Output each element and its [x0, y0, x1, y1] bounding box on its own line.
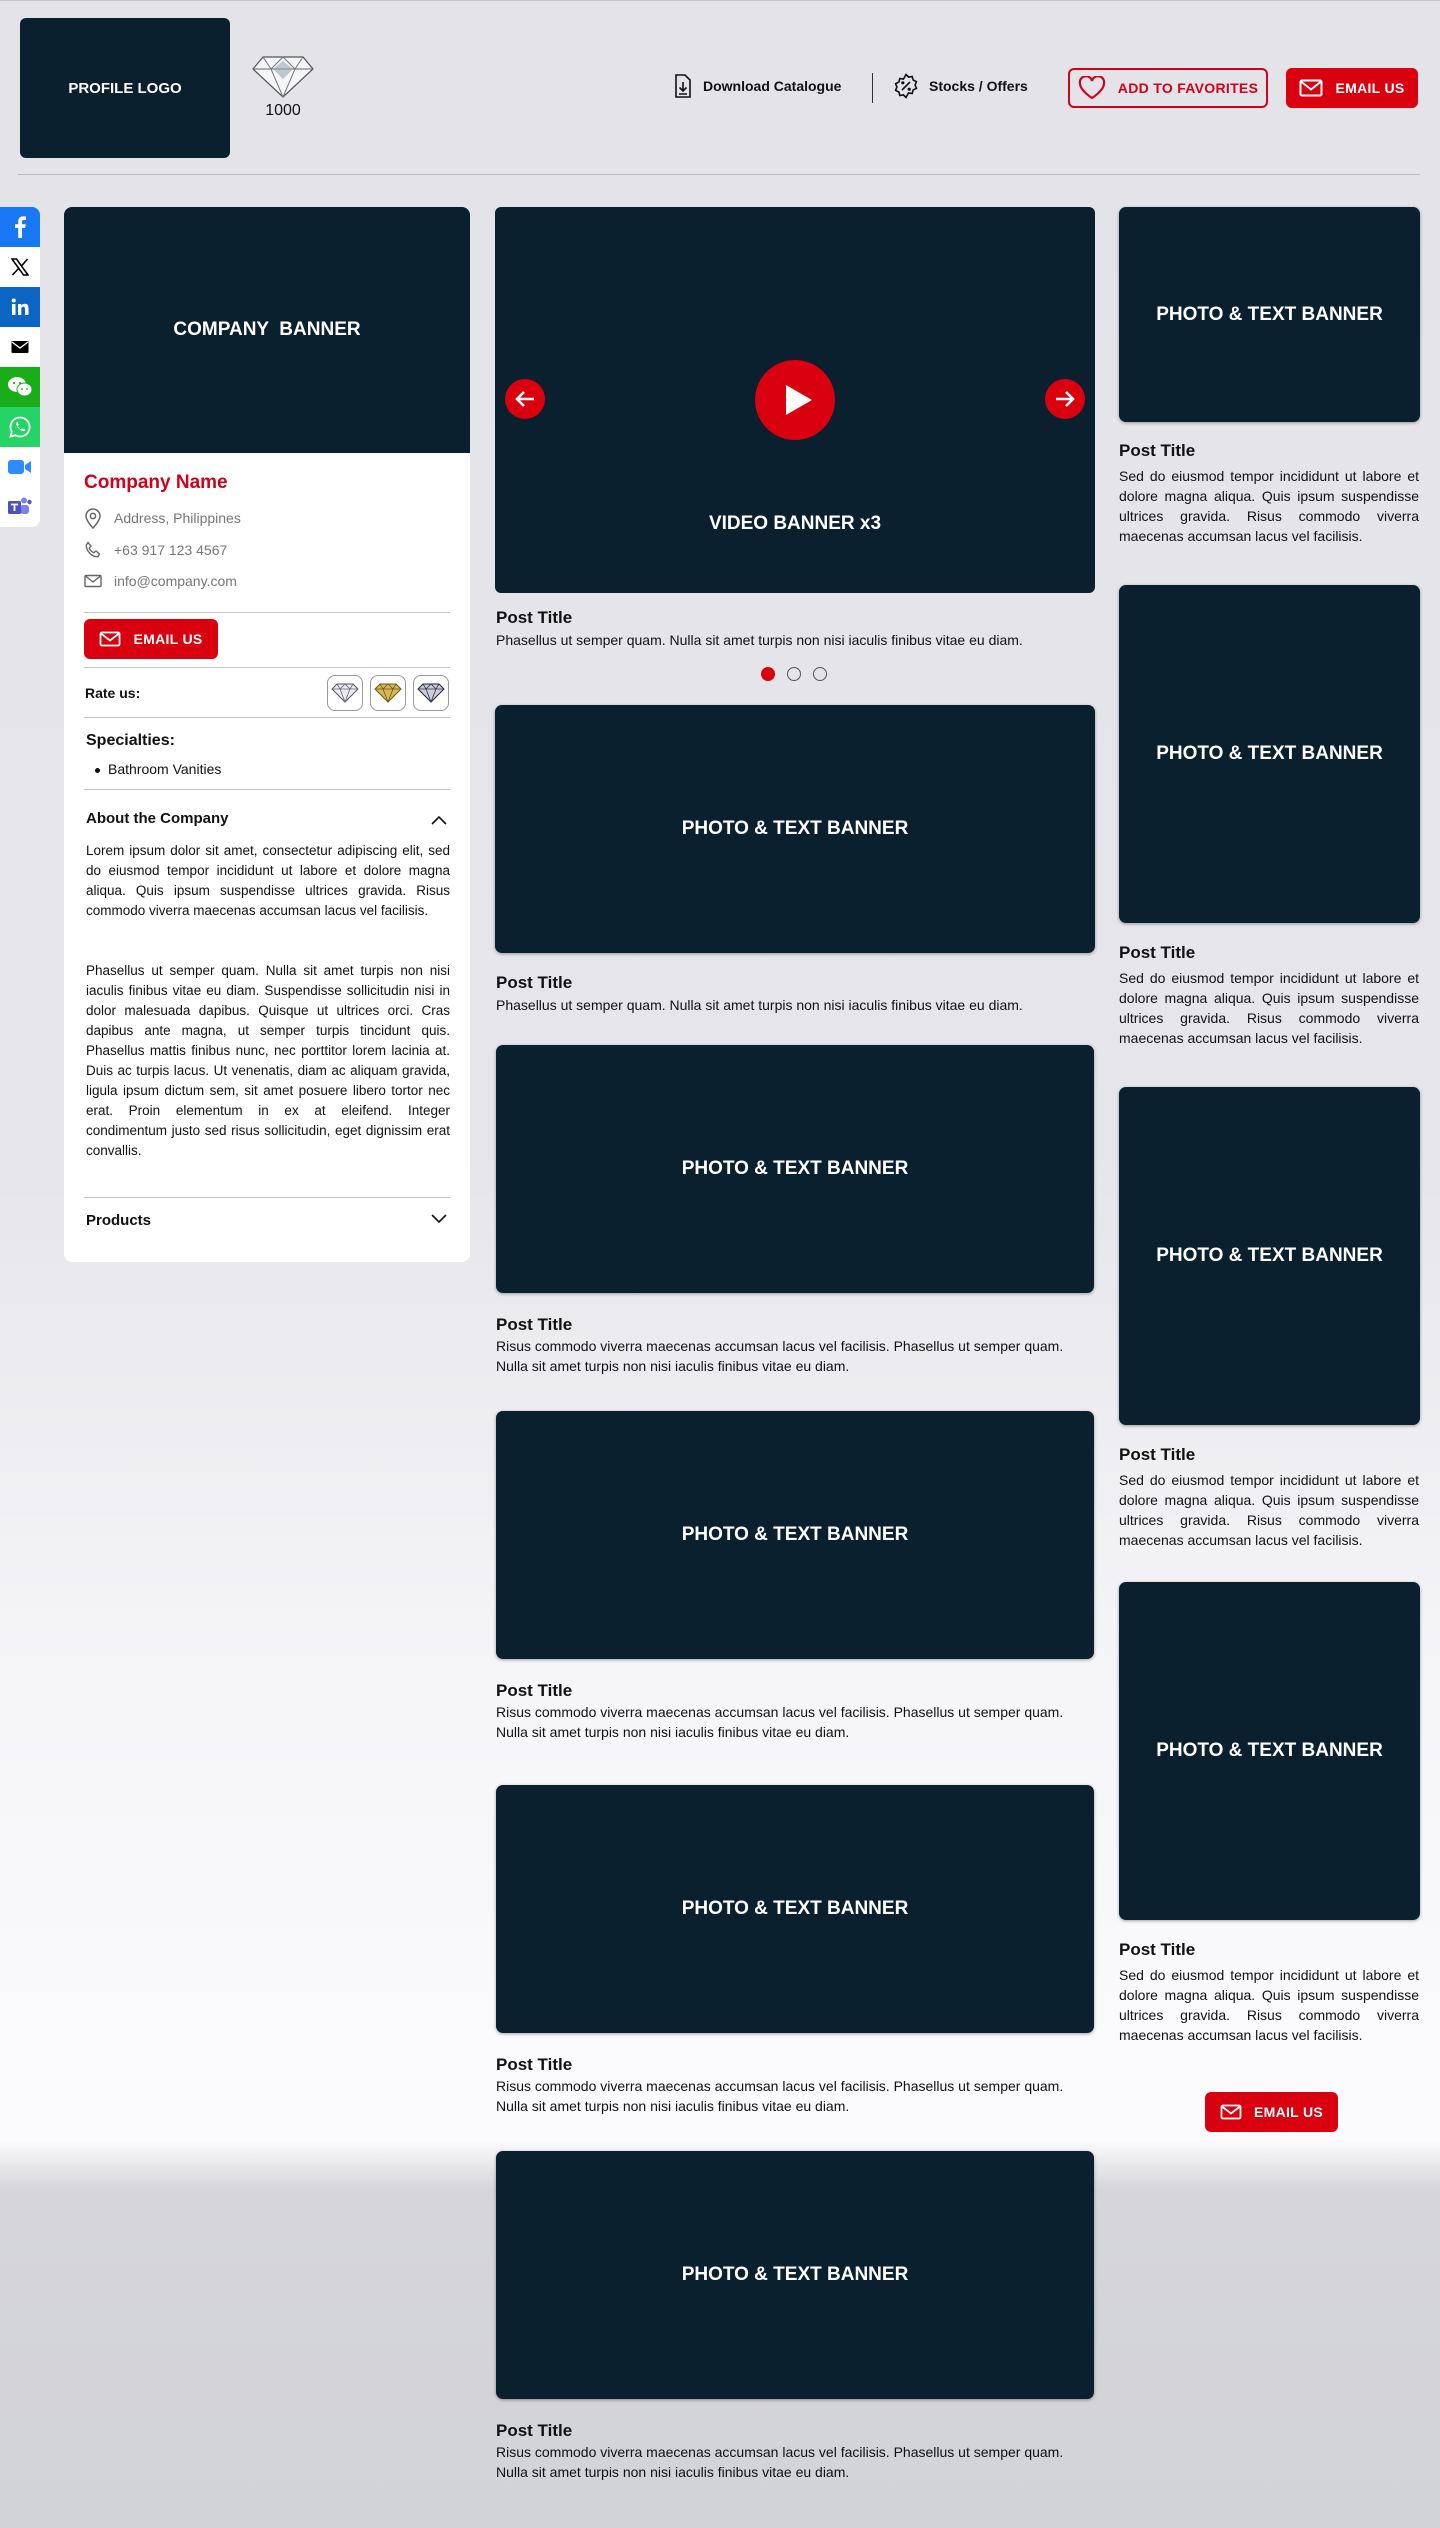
linkedin-share-button[interactable] — [0, 287, 40, 327]
address-text: Address, Philippines — [114, 510, 241, 526]
video-post-text: Phasellus ut semper quam. Nulla sit amet turpis non nisi iaculis finibus vitae eu diam. — [496, 632, 1023, 648]
email-button-label: EMAIL US — [1253, 2104, 1324, 2120]
envelope-outline-icon — [84, 574, 102, 588]
post-title: Post Title — [496, 973, 573, 992]
post-text: Sed do eiusmod tempor incididunt ut labore et dolore magna aliqua. Quis ipsum suspendisse ultrices gravida. Risus commodo viverra maecenas accumsan lacus vel facilisis. — [1119, 1472, 1419, 1548]
banner-text: PHOTO & TEXT BANNER — [1156, 743, 1383, 764]
post-text: Sed do eiusmod tempor incididunt ut labore et dolore magna aliqua. Quis ipsum suspendisse ultrices gravida. Risus commodo viverra maecenas accumsan lacus vel facilisis. — [1119, 1967, 1419, 2043]
header-email-button[interactable] — [1286, 68, 1418, 108]
phone-text: +63 917 123 4567 — [114, 542, 228, 558]
photo-text-banner[interactable] — [1119, 1087, 1420, 1425]
right-email-button[interactable] — [1205, 2092, 1338, 2132]
banner-text: PHOTO & TEXT BANNER — [1156, 1740, 1383, 1761]
video-banner[interactable] — [495, 207, 1095, 593]
video-post-title: Post Title — [496, 608, 573, 627]
mail-icon — [99, 631, 121, 647]
post-text: Sed do eiusmod tempor incididunt ut labore et dolore magna aliqua. Quis ipsum suspendisse ultrices gravida. Risus commodo viverra maecenas accumsan lacus vel facilisis. — [1119, 468, 1419, 544]
header-divider-line — [18, 174, 1420, 175]
about-paragraph-1: Lorem ipsum dolor sit amet, consectetur adipiscing elit, sed do eiusmod tempor incididunt ut labore et dolore magna aliqua. Quis ipsum suspendisse ultrices gravida. Risus commodo viverra maecenas accumsan lacus vel facilisis. — [86, 843, 450, 918]
banner-text: PHOTO & TEXT BANNER — [681, 1524, 909, 1545]
company-email-button[interactable] — [84, 619, 218, 659]
banner-text: PHOTO & TEXT BANNER — [681, 1158, 909, 1179]
header-divider — [872, 73, 873, 103]
specialty-item: Bathroom Vanities — [108, 761, 222, 777]
wechat-icon — [7, 376, 33, 398]
add-to-favorites-button[interactable] — [1068, 68, 1268, 108]
divider — [84, 1197, 450, 1198]
play-icon — [784, 384, 814, 416]
email-share-button[interactable] — [0, 327, 40, 367]
about-paragraph-2: Phasellus ut semper quam. Nulla sit amet turpis non nisi iaculis finibus vitae eu diam. Suspendisse sollicitudin nisi in dolor malesuada dapibus. Quisque ut ultrices orci. Cras dapibus ante magna, ut semper turpis tincidunt quis. Phasellus mattis finibus nunc, nec porttitor lorem lacinia at. Duis ac turpis lacus. Ut venenatis, diam ac aliquam gravida, ligula ipsum dictum sem, sit amet posuere libero tortor nec erat. Proin elementum in ex at eleifend. Integer condimentum justo sed risus sollicitudin, eget dignissim erat convallis. — [86, 963, 450, 1158]
post-text: Sed do eiusmod tempor incididunt ut labore et dolore magna aliqua. Quis ipsum suspendisse ultrices gravida. Risus commodo viverra maecenas accumsan lacus vel facilisis. — [1119, 970, 1419, 1046]
post-title: Post Title — [496, 2055, 573, 2074]
location-pin-icon — [84, 507, 102, 529]
carousel-dot-3[interactable] — [813, 667, 827, 681]
diamond-clear-icon — [331, 683, 359, 703]
photo-text-banner[interactable] — [1119, 207, 1420, 422]
email-label: EMAIL US — [1335, 80, 1405, 96]
post-title: Post Title — [1119, 943, 1196, 962]
specialties-title: Specialties: — [86, 732, 175, 749]
post-title: Post Title — [496, 1681, 573, 1700]
logo-text: PROFILE LOGO — [68, 79, 182, 97]
rate-diamond-dark[interactable] — [413, 675, 449, 711]
next-slide-button[interactable] — [1045, 379, 1085, 419]
products-title[interactable]: Products — [86, 1212, 152, 1229]
prev-slide-button[interactable] — [505, 379, 545, 419]
facebook-icon — [13, 216, 27, 238]
diamond-count: 1000 — [265, 102, 301, 119]
company-email[interactable] — [84, 573, 237, 589]
stocks-offers-link[interactable] — [893, 73, 1028, 99]
mail-icon — [1220, 2104, 1242, 2120]
post-text: Risus commodo viverra maecenas accumsan lacus vel facilisis. Phasellus ut semper quam. Nulla sit amet turpis non nisi iaculis finibus vitae eu diam. — [496, 2078, 1064, 2114]
rate-diamond-clear[interactable] — [327, 675, 363, 711]
post-title: Post Title — [1119, 1445, 1196, 1464]
post-text: Risus commodo viverra maecenas accumsan lacus vel facilisis. Phasellus ut semper quam. Nulla sit amet turpis non nisi iaculis finibus vitae eu diam. — [496, 1338, 1064, 1374]
favorites-label: ADD TO FAVORITES — [1117, 80, 1259, 96]
post-title: Post Title — [1119, 1940, 1196, 1959]
photo-text-banner[interactable] — [496, 2151, 1094, 2399]
teams-share-button[interactable] — [0, 487, 40, 527]
arrow-right-icon — [1054, 390, 1076, 408]
diamond-icon — [251, 55, 315, 99]
company-card — [64, 207, 470, 1262]
offer-badge-icon — [893, 73, 919, 99]
zoom-video-icon — [7, 458, 33, 476]
chevron-down-icon[interactable] — [430, 1213, 448, 1225]
photo-text-banner[interactable] — [496, 1785, 1094, 2033]
carousel-dot-2[interactable] — [787, 667, 801, 681]
x-icon — [11, 258, 29, 276]
email-button-label: EMAIL US — [133, 631, 203, 647]
download-icon — [673, 73, 693, 99]
banner-text: PHOTO & TEXT BANNER — [681, 1898, 909, 1919]
chevron-up-icon[interactable] — [430, 814, 448, 826]
x-share-button[interactable] — [0, 247, 40, 287]
post-text: Risus commodo viverra maecenas accumsan lacus vel facilisis. Phasellus ut semper quam. Nulla sit amet turpis non nisi iaculis finibus vitae eu diam. — [496, 1704, 1064, 1740]
divider — [84, 667, 450, 668]
arrow-left-icon — [514, 390, 536, 408]
company-address — [84, 507, 241, 529]
envelope-icon — [11, 340, 29, 354]
rate-label: Rate us: — [85, 685, 141, 701]
whatsapp-icon — [9, 416, 31, 438]
download-label: Download Catalogue — [703, 78, 842, 94]
linkedin-icon — [10, 297, 30, 317]
about-title[interactable]: About the Company — [86, 810, 229, 827]
whatsapp-share-button[interactable] — [0, 407, 40, 447]
top-border — [0, 0, 1440, 1]
post-title: Post Title — [496, 2421, 573, 2440]
banner-text: PHOTO & TEXT BANNER — [681, 2264, 909, 2285]
post-text: Risus commodo viverra maecenas accumsan lacus vel facilisis. Phasellus ut semper quam. Nulla sit amet turpis non nisi iaculis finibus vitae eu diam. — [496, 2444, 1064, 2480]
rate-diamond-gold[interactable] — [370, 675, 406, 711]
wechat-share-button[interactable] — [0, 367, 40, 407]
photo-text-banner[interactable] — [1119, 585, 1420, 923]
photo-text-banner[interactable] — [1119, 1582, 1420, 1920]
video-label: VIDEO BANNER x3 — [708, 513, 882, 534]
banner-text: PHOTO & TEXT BANNER — [1156, 1245, 1383, 1266]
post-title: Post Title — [496, 1315, 573, 1334]
download-catalogue-link[interactable] — [673, 73, 841, 99]
profile-logo[interactable] — [20, 18, 230, 158]
photo-text-banner[interactable] — [496, 1045, 1094, 1293]
photo-text-banner[interactable] — [496, 1411, 1094, 1659]
post-text: Phasellus ut semper quam. Nulla sit amet turpis non nisi iaculis finibus vitae eu diam. — [496, 997, 1023, 1013]
diamond-dark-icon — [417, 683, 445, 703]
banner-text: PHOTO & TEXT BANNER — [681, 818, 909, 839]
divider — [84, 717, 450, 718]
post-title: Post Title — [1119, 441, 1196, 460]
company-banner-text: COMPANY BANNER — [173, 319, 361, 340]
teams-icon — [7, 496, 33, 518]
company-name: Company Name — [84, 472, 228, 493]
phone-icon — [84, 541, 102, 559]
mail-icon — [1299, 79, 1323, 97]
diamond-gold-icon — [374, 683, 402, 703]
zoom-share-button[interactable] — [0, 447, 40, 487]
photo-text-banner[interactable] — [495, 705, 1095, 953]
heart-icon — [1078, 76, 1106, 100]
company-banner — [64, 207, 470, 453]
divider — [84, 612, 450, 613]
email-text: info@company.com — [114, 573, 237, 589]
stocks-label: Stocks / Offers — [929, 78, 1028, 94]
company-phone[interactable] — [84, 541, 227, 559]
banner-text: PHOTO & TEXT BANNER — [1156, 303, 1383, 325]
facebook-share-button[interactable] — [0, 207, 40, 247]
play-button[interactable] — [755, 360, 835, 440]
carousel-dot-1[interactable] — [761, 667, 775, 681]
divider — [84, 789, 450, 790]
